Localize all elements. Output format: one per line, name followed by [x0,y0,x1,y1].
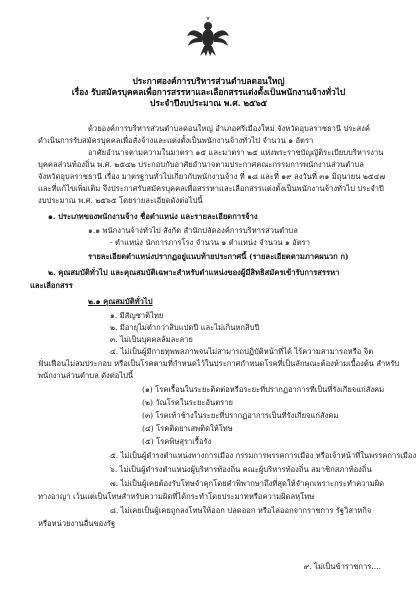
qualification-item: ๒. มีอายุไม่ต่ำกว่าสิบแปดปี และไม่เกินหกสิบปี [110,323,260,332]
qualification-item: ๓. ไม่เป็นบุคคลล้มละลาย [110,335,193,344]
paragraph-line: งบประมาณ พ.ศ. ๒๕๖๕ โดยรายละเอียดดังต่อไปนี้ [38,196,203,205]
qualification-item: ๖. ไม่เป็นผู้ดำรงตำแหน่งผู้บริหารท้องถิ่น คณะผู้บริหารท้องถิ่น สมาชิกสภาท้องถิ่น [110,465,372,474]
subsection-heading: ๒.๑ คุณสมบัติทั่วไป [88,297,153,306]
qualification-item: ๘. ไม่เคยเป็นผู้เคยถูกลงโทษให้ออก ปลดออก หรือไล่ออกจากราชการ รัฐวิสาหกิจ [110,506,372,515]
disease-item: (๓) โรคเท้าช้างในระยะที่ปรากฏอาการเป็นที่รังเกียจแก่สังคม [142,411,339,420]
disease-item: (๕) โรคพิษสุราเรื้อรัง [142,437,212,446]
paragraph-line: อาศัยอำนาจตามความในมาตรา ๑๕ และมาตรา ๒๕ แห่งพระราชบัญญัติระเบียบบริหารงาน [88,148,384,157]
paragraph-line: จังหวัดอุบลราชธานี เรื่อง มาตรฐานทั่วไปเกี่ยวกับพนักงานจ้าง ที่ ๑๘ และที่ ๑๙ ลงวันที่ ๓๑ มิถุนายน ๒๕๔๗ [38,172,386,181]
disease-item: (๒) วัณโรคในระยะอันตราย [142,398,233,407]
garuda-emblem-icon [186,14,230,58]
continued-marker: ๙. ไม่เป็นข้าราชการ.... [303,562,381,571]
qualification-item: ๕. ไม่เป็นผู้ดำรงตำแหน่งทางการเมือง กรรมการพรรคการเมือง หรือเจ้าหน้าที่ในพรรคการเมือง [110,451,417,460]
qualification-item: ๔. ไม่เป็นผู้มีกายทุพพลภาพจนไม่สามารถปฏิบัติหน้าที่ได้ ไร้ความสามารถหรือ จิต [110,347,374,356]
qualification-item: ๑. มีสัญชาติไทย [110,311,164,320]
paragraph-line: ดำเนินการรับสมัครบุคคลเพื่อสั่งจ้างและแต่งตั้งเป็นพนักงานจ้างทั่วไป จำนวน ๑ อัตรา [38,136,314,145]
paragraph-line: - ตำแหน่ง นักการภารโรง จำนวน ๑ ตำแหน่ง จำนวน ๑ อัตรา [110,238,311,247]
paragraph-line: ด้วยองค์การบริหารส่วนตำบลดอนใหญ่ อำเภอศรีเมืองใหม่ จังหวัดอุบลราชธานี ประสงค์ [88,124,370,133]
disease-item: (๑) โรคเรื้อนในระยะติดต่อหรือระยะที่ปรากฏอาการที่เป็นที่รังเกียจแก่สังคม [142,385,385,394]
fiscal-year: ประจำปีงบประมาณ พ.ศ. ๒๕๖๕ [150,98,267,108]
paragraph-line: ๑.๑ พนักงานจ้างทั่วไป สังกัด สำนักปลัดองค์การบริหารส่วนตำบล [88,226,298,235]
qualification-item: ๗. ไม่เป็นผู้เคยต้องรับโทษจำคุกโดยคำพิพากษาถึงที่สุดให้จำคุกเพราะกระทำความผิด [110,479,385,488]
paragraph-line: บุคคลส่วนท้องถิ่น พ.ศ. ๒๕๔๒ ประกอบกับอาศัยอำนาจตามประกาศคณะกรรมการพนักงานส่วนตำบล [38,160,364,169]
qualification-item: ฟั่นเฟือนไม่สมประกอบ หรือเป็นโรคตามที่กำหนดไว้ในประกาศกำหนดโรคที่เป็นลักษณะต้องห้ามเบื้องต้น สำหรับ [38,359,400,368]
qualification-item: หรือหน่วยงานอื่นของรัฐ [38,519,116,528]
announcement-subject: เรื่อง รับสมัครบุคคลเพื่อการสรรหาและเลือกสรรแต่งตั้งเป็นพนักงานจ้างทั่วไป [71,87,346,97]
paragraph-line: และที่แก้ไขเพิ่มเติม จึงประกาศรับสมัครบุคคลเพื่อสรรหาและเลือกสรรแต่งตั้งเป็นพนักงานจ้างทั่วไป ประจำปี [38,184,384,193]
announcement-title: ประกาศองค์การบริหารส่วนตำบลดอนใหญ่ [132,76,285,86]
section-heading: และเลือกสรร [30,281,73,290]
paragraph-line: รายละเอียดตำแหน่งปรากฏอยู่แนบท้ายประกาศนี้ (รายละเอียดตามภาคผนวก ก) [88,252,349,261]
section-heading: ๑. ประเภทของพนักงานจ้าง ชื่อตำแหน่ง และรายละเอียดการจ้าง [48,212,258,221]
qualification-item: พนักงานส่วนตำบล ดังต่อไปนี้ [38,371,134,380]
disease-item: (๔) โรคติดยาเสพติดให้โทษ [142,424,233,433]
qualification-item: ทางอาญา เว้นแต่เป็นโทษสำหรับความผิดที่ได้กระทำโดยประมาทหรือความผิดลหุโทษ [38,492,315,501]
section-heading: ๒. คุณสมบัติทั่วไป และคุณสมบัติเฉพาะสำหรับตำแหน่งของผู้มีสิทธิสมัครเข้ารับการสรรหา [48,268,340,277]
